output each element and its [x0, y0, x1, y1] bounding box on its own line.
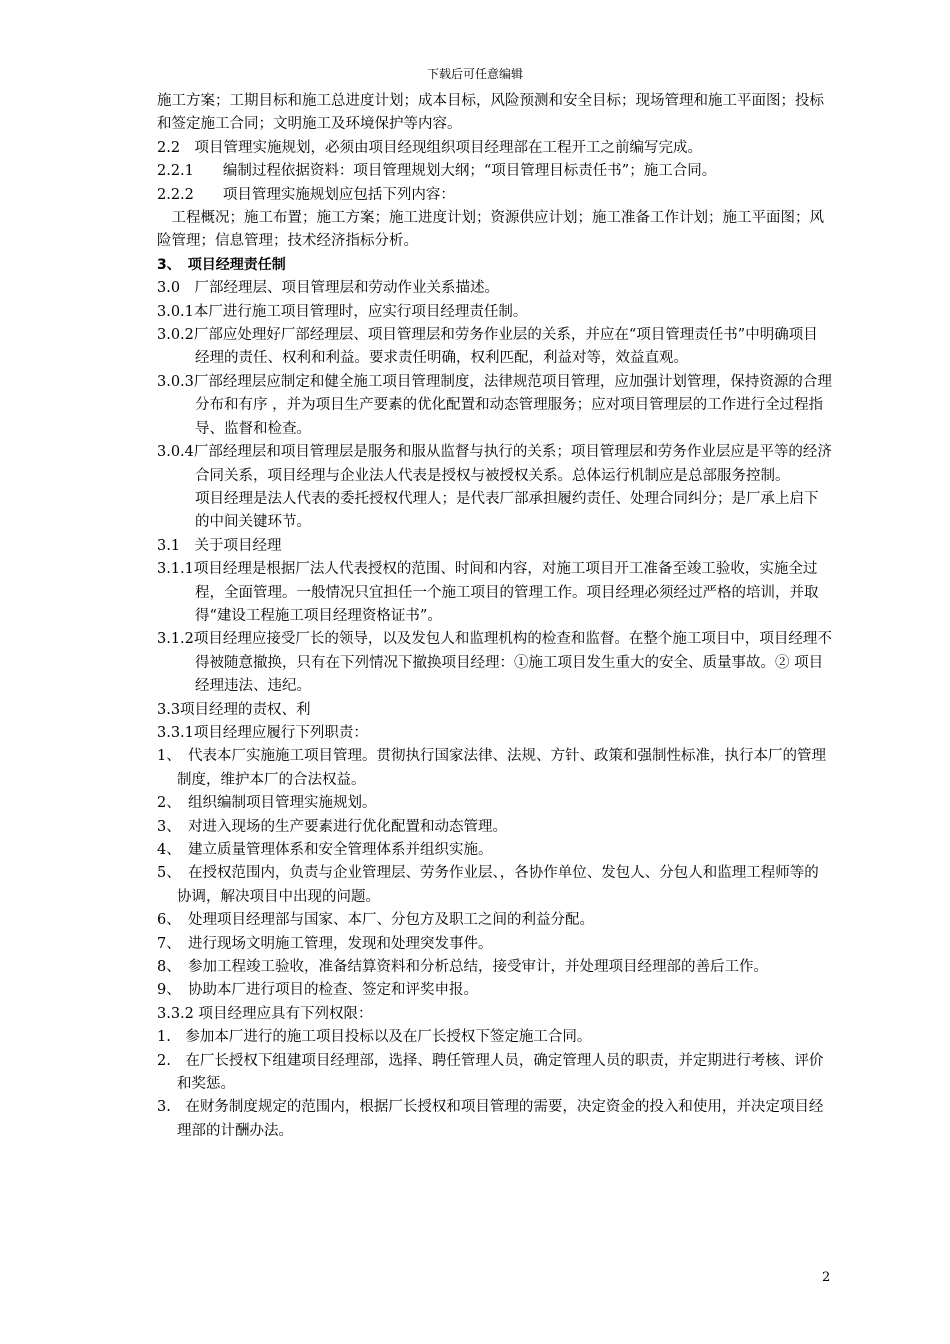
list-item: 2. 在厂长授权下组建项目经理部，选择、聘任管理人员，确定管理人员的职责，并定期进行考核、评价和奖惩。	[157, 1052, 824, 1093]
section-3-heading: 3、 项目经理责任制	[157, 256, 286, 273]
section-3-3-1: 3.3.1项目经理应履行下列职责：	[157, 724, 368, 741]
list-item: 1. 参加本厂进行的施工项目投标以及在厂长授权下签定施工合同。	[157, 1029, 592, 1046]
list-item: 3、 对进入现场的生产要素进行优化配置和动态管理。	[157, 818, 507, 835]
section-3-0-3: 3.0.3厂部经理层应制定和健全施工项目管理制度，法律规范项目管理，应加强计划管理，保持资源的合理分布和有序 ，并为项目生产要素的优化配置和动态管理服务；应对项目管理层的工作进行全过程指导、监督和检查。	[157, 373, 832, 437]
list-item: 2、 组织编制项目管理实施规划。	[157, 795, 377, 812]
paragraph: 施工方案；工期目标和施工总进度计划；成本目标，风险预测和安全目标；现场管理和施工平面图；投标和签定施工合同；文明施工及环境保护等内容。	[157, 93, 824, 133]
section-3-1-2: 3.1.2项目经理应接受厂长的领导，以及发包人和监理机构的检查和监督。在整个施工项目中，项目经理不得被随意撤换，只有在下列情况下撤换项目经理：①施工项目发生重大的安全、质量事故。② 项目经理违法、违纪。	[157, 631, 832, 695]
page-number: 2	[822, 1270, 831, 1285]
list-item: 4、 建立质量管理体系和安全管理体系并组织实施。	[157, 842, 493, 858]
document-body	[157, 90, 832, 1143]
section-3-0: 3.0 厂部经理层、项目管理层和劳动作业关系描述。	[157, 280, 500, 297]
list-item: 6、 处理项目经理部与国家、本厂、分包方及职工之间的利益分配。	[157, 912, 594, 929]
section-3-3-2: 3.3.2 项目经理应具有下列权限：	[157, 1005, 373, 1022]
section-3-0-4: 3.0.4厂部经理层和项目管理层是服务和服从监督与执行的关系；项目管理层和劳务作业层应是平等的经济合同关系，项目经理与企业法人代表是授权与被授权关系。总体运行机制应是总部服务控制。	[157, 444, 832, 484]
list-item: 9、 协助本厂进行项目的检查、签定和评奖申报。	[157, 982, 478, 999]
section-2-2-2: 2.2.2 项目管理实施规划应包括下列内容：	[157, 186, 455, 203]
section-3-0-1: 3.0.1本厂进行施工项目管理时，应实行项目经理责任制。	[157, 303, 528, 320]
section-3-1-1: 3.1.1项目经理是根据厂法人代表授权的范围、时间和内容，对施工项目开工准备至竣工验收，实施全过程，全面管理。一般情况只宜担任一个施工项目的管理工作。项目经理必须经过严格的培训，并取得“建设工程施工项目经理资格证书”。	[157, 561, 819, 624]
paragraph: 工程概况；施工布置；施工方案；施工进度计划；资源供应计划；施工准备工作计划；施工平面图；风险管理；信息管理；技术经济指标分析。	[157, 210, 824, 250]
list-item: 1、 代表本厂实施施工项目管理。贯彻执行国家法律、法规、方针、政策和强制性标准，执行本厂的管理制度，维护本厂的合法权益。	[157, 748, 826, 788]
page-header: 下载后可任意编辑	[426, 67, 523, 81]
list-item: 8、 参加工程竣工验收，准备结算资料和分析总结，接受审计，并处理项目经理部的善后工作。	[157, 959, 768, 976]
section-2-2-1: 2.2.1 编制过程依据资料：项目管理规划大纲；“项目管理目标责任书”；施工合同。	[157, 163, 717, 180]
paragraph: 项目经理是法人代表的委托授权代理人；是代表厂部承担履约责任、处理合同纠分；是厂承上启下的中间关键环节。	[195, 490, 819, 531]
list-item: 3. 在财务制度规定的范围内，根据厂长授权和项目管理的需要，决定资金的投入和使用，并决定项目经理部的计酬办法。	[157, 1099, 824, 1139]
section-3-3: 3.3项目经理的责权、利	[157, 701, 311, 718]
list-item: 7、 进行现场文明施工管理，发现和处理突发事件。	[157, 935, 493, 952]
section-2-2: 2.2 项目管理实施规划，必须由项目经现组织项目经理部在工程开工之前编写完成。	[157, 139, 703, 156]
list-item: 5、 在授权范围内，负责与企业管理层、劳务作业层、，各协作单位、发包人、分包人和监理工程师等的协调，解决项目中出现的问题。	[157, 865, 819, 905]
section-3-0-2: 3.0.2厂部应处理好厂部经理层、项目管理层和劳务作业层的关系，并应在“项目管理责任书”中明确项目经理的责任、权利和利益。要求责任明确，权利匹配，利益对等，效益直观。	[157, 327, 818, 367]
section-3-1: 3.1 关于项目经理	[157, 537, 282, 554]
